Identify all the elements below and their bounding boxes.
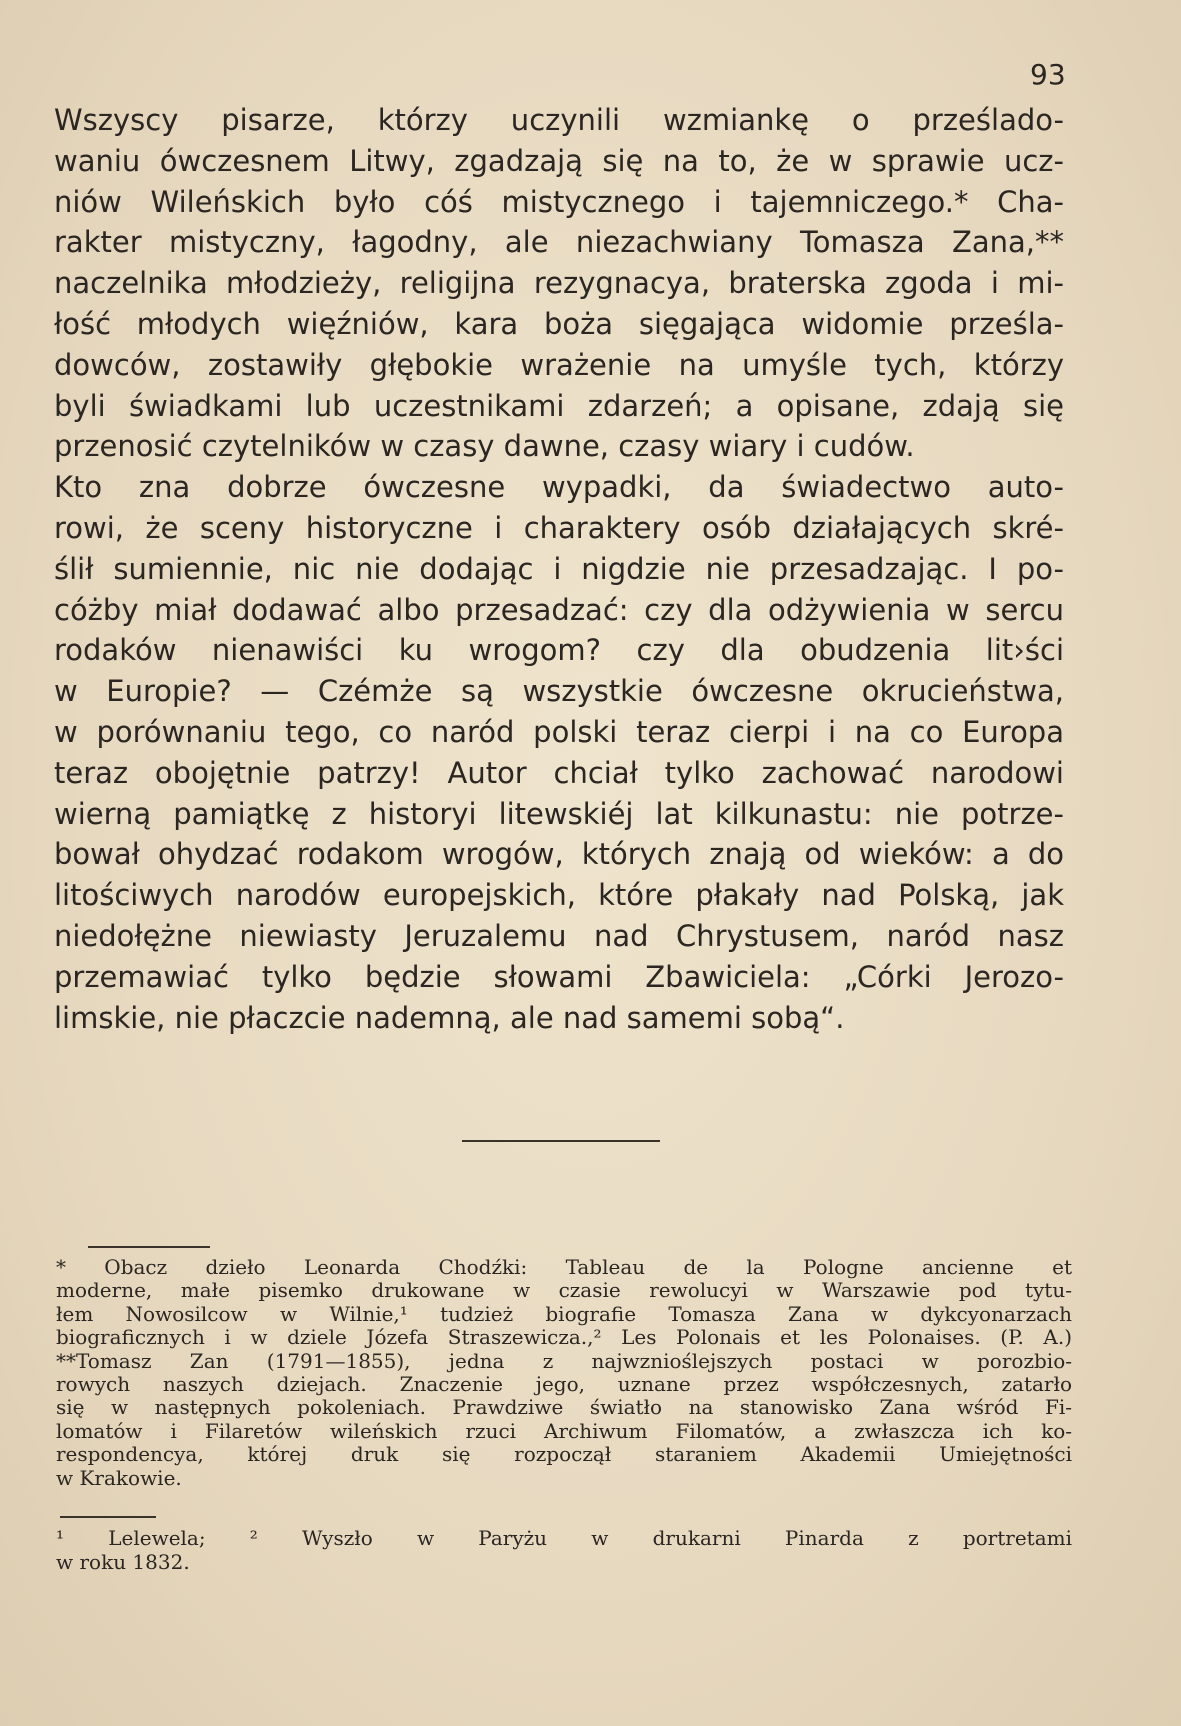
body-line: ślił sumiennie, nic nie dodając i nigdzie nie przesadzając. I po- — [54, 551, 1064, 586]
body-line: bował ohydzać rodakom wrogów, których znają od wieków: a do — [54, 837, 1064, 872]
body-line: naczelnika młodzieży, religijna rezygnacya, braterska zgoda i mi- — [54, 266, 1064, 301]
footnote-line: się w następnych pokoleniach. Prawdziwe światło na stanowisko Zana wśród Fi- — [56, 1395, 1072, 1420]
footnote-line: łem Nowosilcow w Wilnie,¹ tudzież biografie Tomasza Zana w dykcyonarzach — [56, 1301, 1072, 1326]
body-text — [54, 100, 1064, 1038]
body-line: teraz obojętnie patrzy! Autor chciał tylko zachować narodowi — [54, 755, 1064, 790]
body-line: dowców, zostawiły głębokie wrażenie na umyśle tych, którzy — [54, 347, 1064, 382]
footnote-rule — [88, 1246, 210, 1248]
footnote-line: w Krakowie. — [56, 1465, 182, 1490]
sub-footnote-line: ¹ Lelewela; ² Wyszło w Paryżu w drukarni Pinarda z portretami — [56, 1526, 1072, 1550]
body-line: Wszyscy pisarze, którzy uczynili wzmiankę o prześlado- — [54, 103, 1064, 137]
section-separator — [462, 1140, 660, 1142]
footnote-line: respondencya, której druk się rozpoczął staraniem Akademii Umiejętności — [56, 1442, 1072, 1467]
page-number: 93 — [1030, 58, 1066, 91]
body-line: byli świadkami lub uczestnikami zdarzeń; a opisane, zdają się — [54, 388, 1064, 423]
body-line: wierną pamiątkę z historyi litewskiéj lat kilkunastu: nie potrze- — [54, 796, 1064, 831]
footnote-line: biograficznych i w dziele Józefa Straszewicza.,² Les Polonais et les Polonaises. (P. A.) — [56, 1325, 1072, 1350]
footnote-line: lomatów i Filaretów wileńskich rzuci Archiwum Filomatów, a zwłaszcza ich ko- — [56, 1418, 1072, 1443]
body-line: limskie, nie płaczcie nademną, ale nad samemi sobą“. — [54, 1000, 845, 1035]
body-line: w Europie? — Czémże są wszystkie ówczesne okrucieństwa, — [54, 674, 1064, 709]
body-line: przemawiać tylko będzie słowami Zbawiciela: „Córki Jerozo- — [54, 959, 1064, 994]
body-line: łość młodych więźniów, kara boża sięgająca widomie prześla- — [54, 306, 1064, 341]
body-line: przenosić czytelników w czasy dawne, czasy wiary i cudów. — [54, 429, 915, 464]
body-line: w porównaniu tego, co naród polski teraz cierpi i na co Europa — [54, 714, 1064, 749]
body-line: waniu ówczesnem Litwy, zgadzają się na to, że w sprawie ucz- — [54, 143, 1064, 178]
footnotes — [56, 1256, 1072, 1490]
sub-footnotes — [56, 1526, 1072, 1574]
footnote-line: * Obacz dzieło Leonarda Chodźki: Tableau de la Pologne ancienne et — [56, 1255, 1072, 1279]
footnote-line: rowych naszych dziejach. Znaczenie jego, uznane przez współczesnych, zatarło — [56, 1371, 1072, 1396]
footnote-line: moderne, małe pisemko drukowane w czasie rewolucyi w Warszawie pod tytu- — [56, 1278, 1072, 1303]
footnote-rule-secondary — [60, 1516, 156, 1518]
body-line: niedołężne niewiasty Jeruzalemu nad Chrystusem, naród nasz — [54, 918, 1064, 953]
body-line: niów Wileńskich było cóś mistycznego i tajemniczego.* Cha- — [54, 184, 1064, 219]
sub-footnote-line: w roku 1832. — [56, 1550, 190, 1574]
body-line: rakter mistyczny, łagodny, ale niezachwiany Tomasza Zana,** — [54, 225, 1064, 260]
body-line: rodaków nienawiści ku wrogom? czy dla obudzenia lit›ści — [54, 633, 1064, 668]
body-line: rowi, że sceny historyczne i charaktery osób działających skré- — [54, 510, 1064, 545]
body-line: Kto zna dobrze ówczesne wypadki, da świadectwo auto- — [54, 470, 1064, 505]
body-line: litościwych narodów europejskich, które płakały nad Polską, jak — [54, 878, 1064, 913]
body-line: cóżby miał dodawać albo przesadzać: czy dla odżywienia w sercu — [54, 592, 1064, 627]
footnote-line: **Tomasz Zan (1791—1855), jedna z najwznioślejszych postaci w porozbio- — [56, 1348, 1072, 1373]
